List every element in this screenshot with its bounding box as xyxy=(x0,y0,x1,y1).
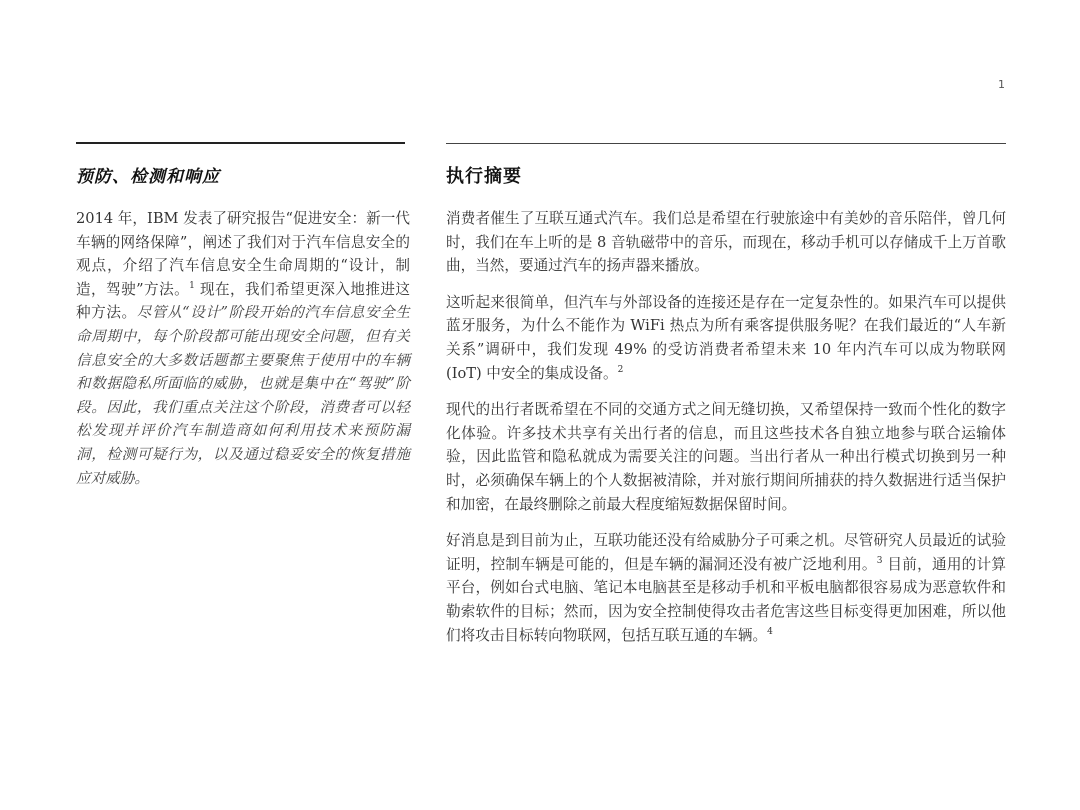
left-body-text xyxy=(76,207,410,490)
summary-paragraph-4 xyxy=(446,529,1006,647)
summary-paragraph-4-text: 好消息是到目前为止，互联功能还没有给威胁分子可乘之机。尽管研究人员最近的试验证明，控制车辆是可能的，但是车辆的漏洞还没有被广泛地利用。 xyxy=(446,532,1006,573)
summary-paragraph-2-text: 这听起来很简单，但汽车与外部设备的连接还是存在一定复杂性的。如果汽车可以提供蓝牙服务，为什么不能作为 WiFi 热点为所有乘客提供服务呢？在我们最近的“人车新关系”调研中，我们发现 49% 的受访消费者希望未来 10 年内汽车可以成为物联网 (IoT) 中安全的集成设备。 xyxy=(446,293,1006,382)
footnote-marker: 1 xyxy=(189,280,195,291)
right-column-rule xyxy=(446,143,1006,144)
summary-paragraph-3: 现代的出行者既希望在不同的交通方式之间无缝切换，又希望保持一致而个性化的数字化体验。许多技术共享有关出行者的信息，而且这些技术各自独立地参与联合运输体验，因此监管和隐私就成为需要关注的问题。当出行者从一种出行模式切换到另一种时，必须确保车辆上的个人数据被清除，并对旅行期间所捕获的持久数据进行适当保护和加密，在最终删除之前最大程度缩短数据保留时间。 xyxy=(446,401,1006,513)
left-column-rule xyxy=(76,142,405,144)
summary-paragraph-2 xyxy=(446,291,1006,385)
section-heading-prevention: 预防、检测和响应 xyxy=(76,167,220,187)
footnote-marker: 2 xyxy=(617,364,624,375)
page-number: 1 xyxy=(998,78,1005,91)
left-intro-text: 2014 年，IBM 发表了研究报告“促进安全：新一代车辆的网络保障”，阐述了我们对于汽车信息安全的观点，介绍了汽车信息安全生命周期的“设计，制造，驾驶”方法。 xyxy=(76,210,410,298)
right-body-text xyxy=(446,207,1006,660)
footnote-marker: 4 xyxy=(767,626,773,637)
left-italic-text: 尽管从“设计”阶段开始的汽车信息安全生命周期中，每个阶段都可能出现安全问题，但有关信息安全的大多数话题都主要聚焦于使用中的车辆和数据隐私所面临的威胁，也就是集中在“驾驶”阶段。因此，我们重点关注这个阶段，消费者可以轻松发现并评价汽车制造商如何利用技术来预防漏洞，检测可疑行为，以及通过稳妥安全的恢复措施应对威胁。 xyxy=(76,304,410,487)
section-heading-executive-summary: 执行摘要 xyxy=(446,166,522,187)
left-intro-continuation: 现在，我们希望更深入地推进这种方法。 xyxy=(76,280,410,322)
footnote-marker: 3 xyxy=(876,555,883,566)
summary-paragraph-4-continuation: 目前，通用的计算平台，例如台式电脑、笔记本电脑甚至是移动手机和平板电脑都很容易成为恶意软件和勒索软件的目标；然而，因为安全控制使得攻击者危害这些目标变得更加困难，所以他们将攻击目标转向物联网，包括互联互通的车辆。 xyxy=(446,555,1006,644)
summary-paragraph-1: 消费者催生了互联互通式汽车。我们总是希望在行驶旅途中有美妙的音乐陪伴，曾几何时，我们在车上听的是 8 音轨磁带中的音乐，而现在，移动手机可以存储成千上万首歌曲，当然，要通过汽车的扬声器来播放。 xyxy=(446,210,1006,275)
